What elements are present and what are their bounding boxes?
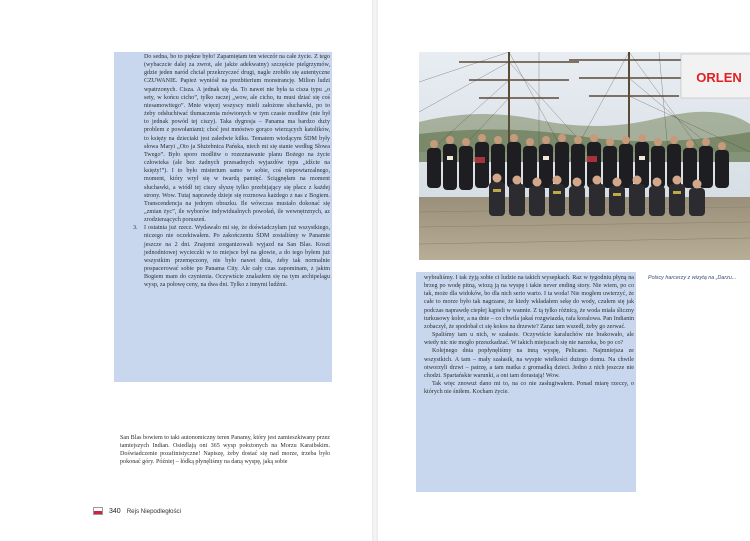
paragraph-intro: Do sedna, bo to piękne było! Zapamiętam ten wieczór na całe życie. Z tego (wybaczcie dalej za zwrot, ale jakże adekwatny) szczęście pielgrzymów, gdzie jeden naród chciał przekrzyczeć drugi, nagle zrobiło się autentyczne CZUWANIE. Papież wyniósł na prezbiterium monstrancję. Milion ludzi wpatrzonych. Cisza. A jednak się da. To nawet nie była ta cisza typu „o sety, w końcu cicho”, tylko raczej „wow, ale cicho, tu musi dziać się coś niesamowitego”. Mnie więcej wszyscy mieli założone słuchawki, po to żeby odsłuchiwać tłumaczenia mówionych w tym czasie modlitw (nie był to jednak powód tej ciszy). Taka dygresja – Panama ma bardzo duży problem z powołaniami; choć jest mnóstwo gorąco wierzących katolików, to księży na dzieciaki jest zaledwie kilku. Tematem wiodącym ŚDM były słowa Maryi „Oto ja Służebnica Pańska, niech mi się stanie według Słowa Twego”. Było sporo modlitw o rozeznawanie planu Bożego na życie człowieka (ale bez żadnych przesadnych wyjazdów typu „idźcie na księży!”). I to było misterium samo w sobie, coś niepowtarzalnego, moment, który wrył się w twardą pamięć. Ściągnęłam na moment słuchawki, a wiódł tej ciszy słyszę tylko przebijający się płacz z każdej strony. Wow. Tutaj naprawdę dzieje się rozmowa każdego z nas z Bogiem. Transcendencja na jednym obrazku. Ile wówczas musiało dokonać się „zmian życ”, ile wyborów indywidualnych powołań, ile wewnętrznych, az zrodzieraących poruszeń.: [144, 54, 330, 224]
polish-flag-icon: [93, 507, 103, 515]
list-number: 3.: [133, 225, 138, 232]
photo-caption: Polscy harcerzy z wizytą na „Darzu...: [648, 275, 737, 281]
paragraph-3: Kolejnego dnia popłynęliśmy na inną wyspę, Pelicano. Najmniejsza ze wszystkich. A tam – mały szałasik, na wyspie wielkości dużego domu. Na chwile otworzyli drzwi – patrzę, a tam matka z gromadką dzieci. Jedno z nich jeszcze nie chodzi. Spartańskie warunki, a oni tam dorastają! Wow.: [424, 348, 634, 379]
right-text-column: [424, 274, 634, 396]
sponsor-banner: [681, 54, 750, 98]
list-item-3: [133, 224, 330, 289]
running-title: Rejs Niepodległości: [126, 507, 182, 515]
ship-deck-photo-illustration: [419, 52, 750, 260]
left-text-column-bottom: [120, 434, 330, 467]
paragraph-2: Spaliśmy tam u nich, w szałasie. Oczywiście karaluchów nie brakowało, ale wtedy nic nie mogło przeszkadzać. W takich miejscach się nie narzeka, bo po co?: [424, 332, 634, 347]
paragraph-4: Tak więc znowuż dano mi to, na co nie zasługiwałem. Ponad miarę rzeczy, o których nie śniłem. Kocham życie.: [424, 381, 634, 396]
numbered-list: [133, 224, 330, 289]
banner-text: ORLEN: [696, 70, 742, 85]
paragraph-1: wybraliśmy. I tak żyją sobie ci ludzie na takich wysepkach. Raz w tygodniu płyną na brzeg po wodę pitną, wiozą ją na wyspę i takie never ending story. Nie wiem, po co tak, może dla widoków, bo dla nich serio warto. I ta woda! Nie mogłem uwierzyć, że całe to morze było tak nagrzane, że kiedy wkładałem sekę do wody, czułem się jak podczas naprawdę ciepłej kąpieli w wannie. Z tą tylko różnicą, że woda miała śliczny turkusowy kolor, a na dnie – co chwila jakaś rozgwiazda, rafa koralowa. Pan Indianin zobaczył, że spodobał ci się kokos na drzewie? Zaraz tam wszedł, żeby go zerwać.: [424, 275, 634, 330]
list-item-text: I ostatnia już rzecz. Wydawało mi się, że doświadczyłam już wszystkiego, niczego nie oczekiwałem. Po zakończeniu ŚDM zostaliśmy w Panamie jeszcze na 2 dni. Znajomi zorganizowali wyjazd na San Blas. Koszt jednodniowej wycieczki w to miejsce był na głowie, a do tego byłem już wszystkim przemęczony, nie było nawet dnia, żeby tak normalnie pospacerować sobie po Panama City. Ale cały czas zapominam, z jakim Bogiem mam do czynienia. Oczywiście znalazłem się na tym archipelagu wysp, za połowę ceny, na dwa dni. Tylko z innymi ludźmi.: [144, 225, 330, 289]
page-number: 340: [109, 507, 121, 515]
left-text-column-top: [133, 53, 330, 290]
group-photo: [419, 52, 750, 260]
paragraph-san-blas: San Blas bowiem to taki autonomiczny teren Panamy, który jest zamieszkiwany przez tamtejszych Indian. Osiedlają oni 365 wysp położonych na Morzu Karaibskim. Doświadczenie pozafinistyczne! Napiszę, żeby dostać się nad morze, trzeba było pokonać góry. Później – łódką płynęliśmy na daną wyspę, jaką sobie: [120, 435, 330, 466]
page-footer: [93, 507, 181, 515]
